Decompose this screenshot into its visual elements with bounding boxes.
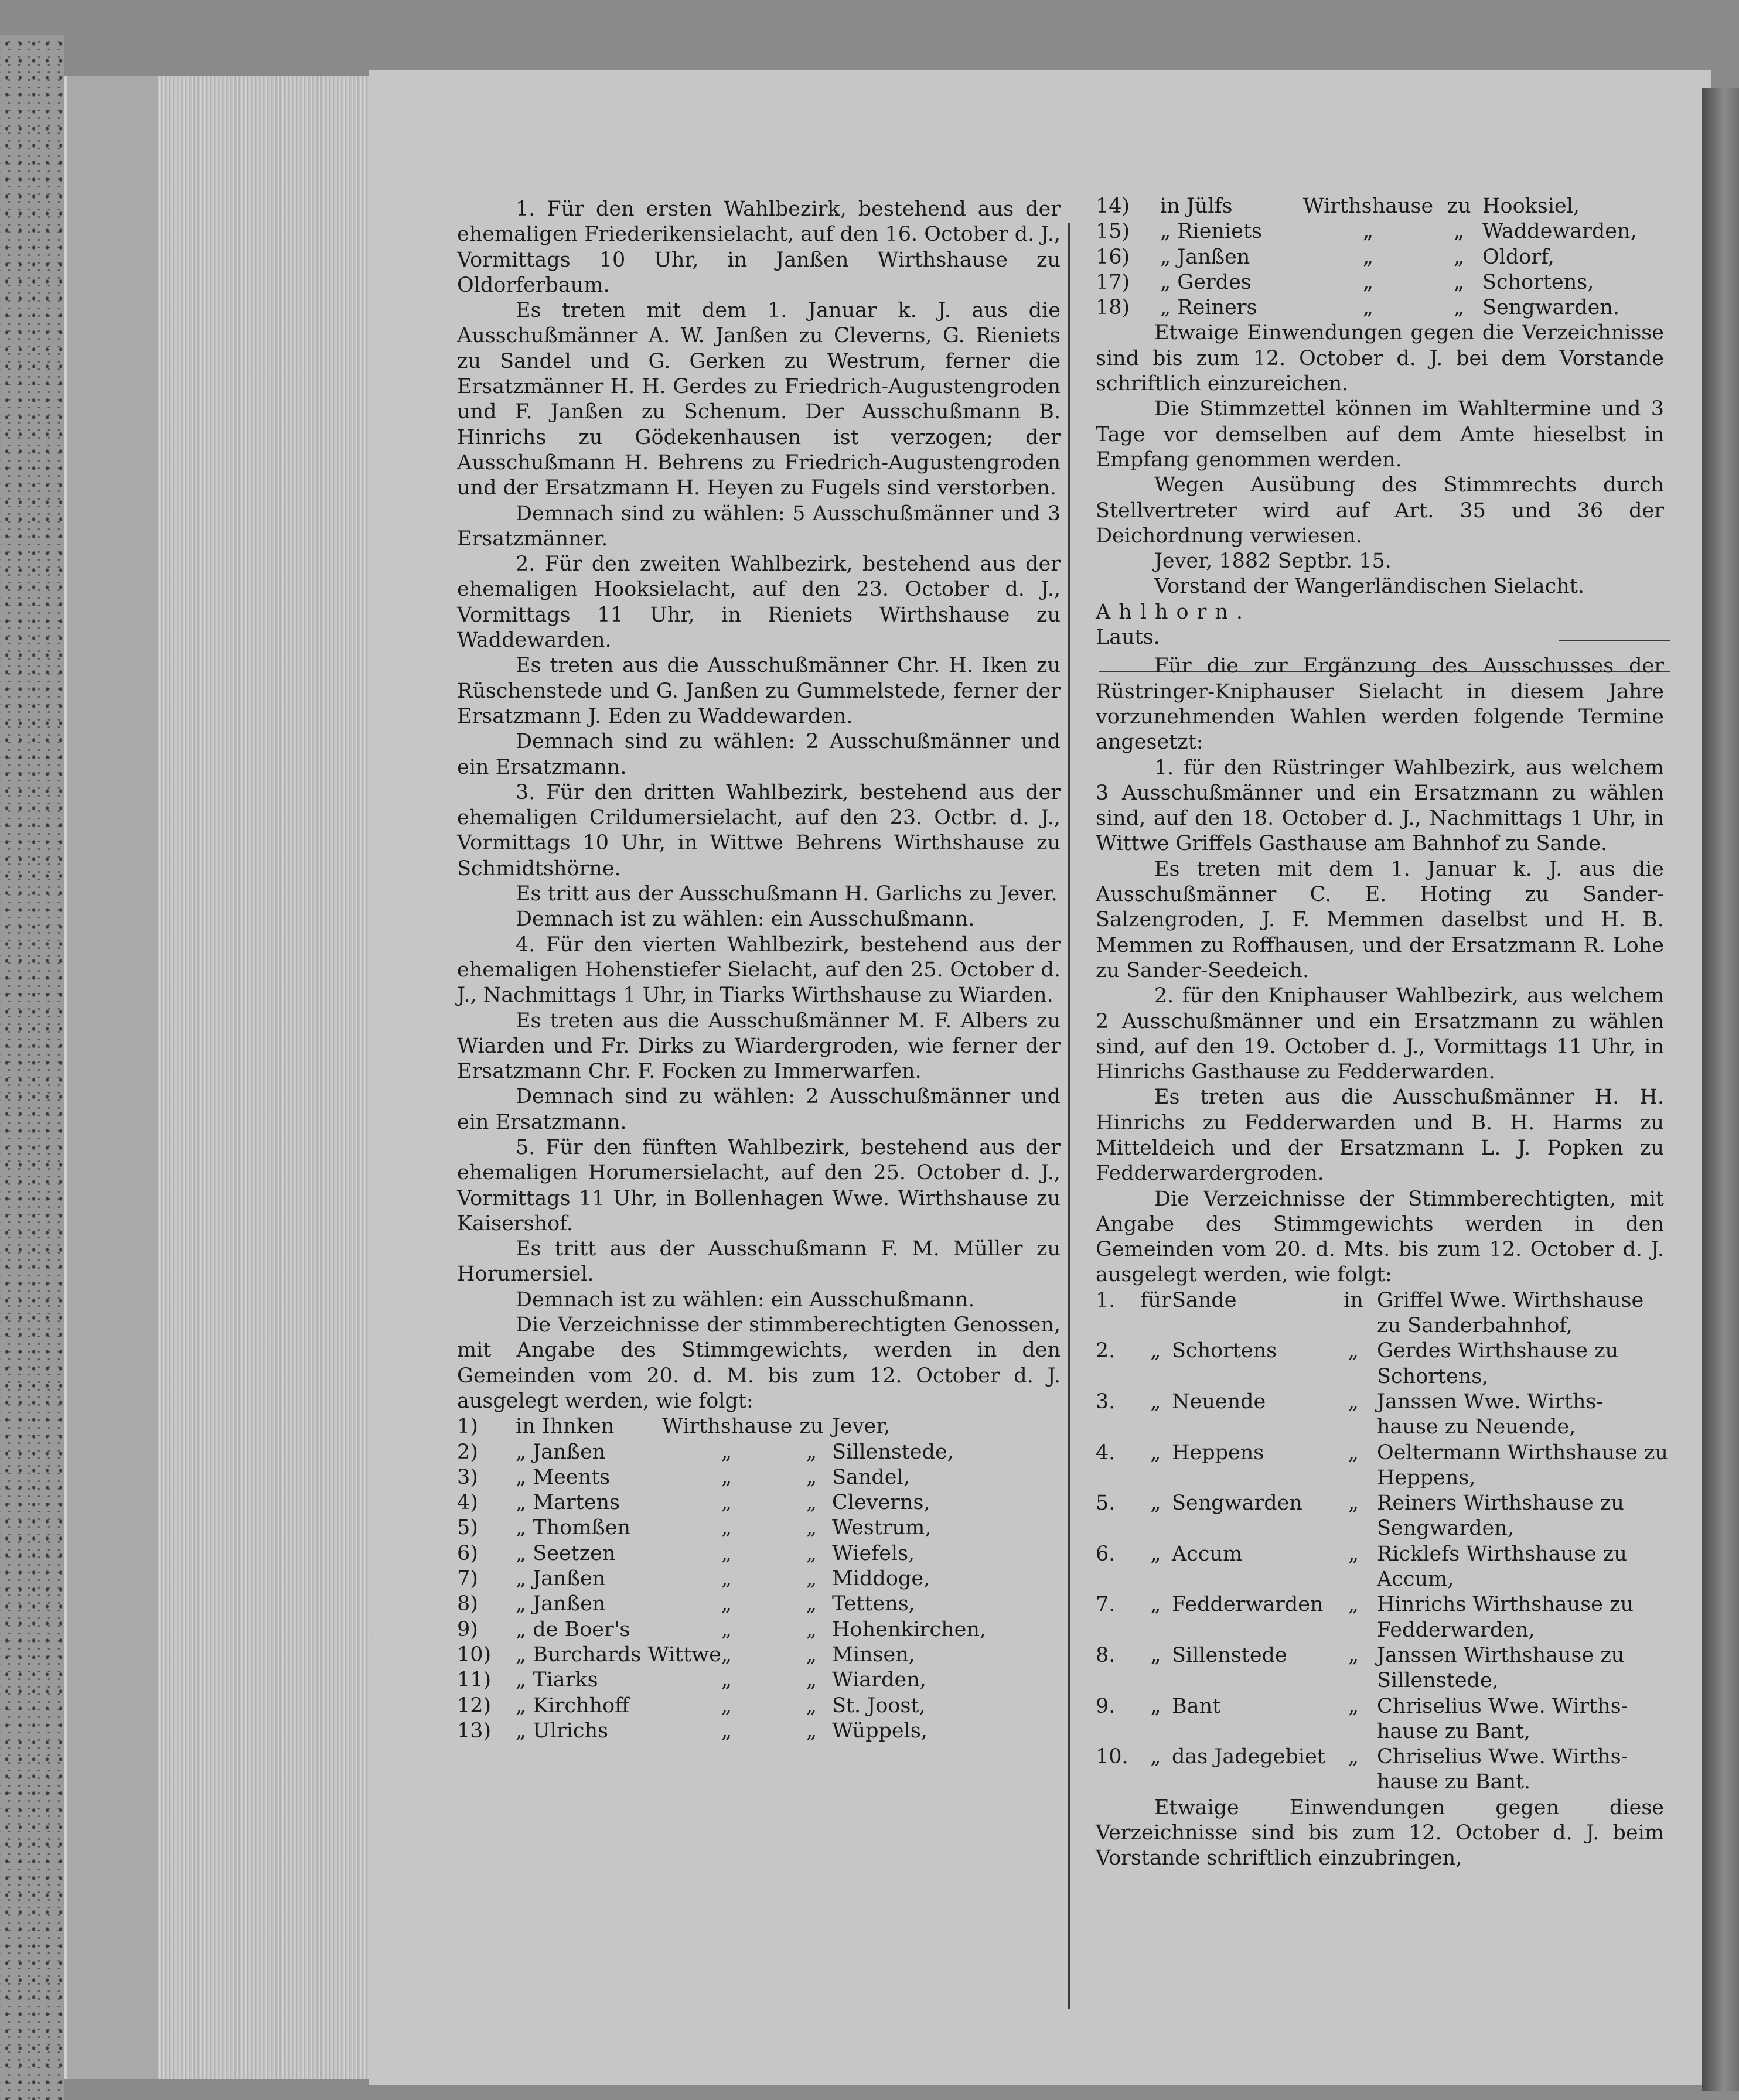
paragraph: Für die zur Ergänzung des Ausschusses der Rüstringer-Kniphauser Sielacht in diesem Jahre vorzunehmenden Wahlen werden folgende Termine angesetzt: bbox=[1096, 654, 1664, 754]
paragraph: Demnach sind zu wählen: 2 Ausschußmänner und ein Ersatzmann. bbox=[457, 730, 1061, 779]
list-cell-mid: „ bbox=[721, 1719, 732, 1743]
list-cell-mid: „ bbox=[1362, 270, 1374, 294]
notice-paragraphs bbox=[1096, 320, 1664, 574]
list-cell-place: Sengwarden. bbox=[1482, 296, 1619, 320]
station-spacer bbox=[1172, 1668, 1330, 1693]
paragraph: Es tritt aus der Ausschußmann H. Garlichs zu Jever. bbox=[516, 882, 1058, 906]
station-spacer bbox=[1096, 1516, 1140, 1541]
station-spacer bbox=[1096, 1770, 1140, 1795]
list-cell-n: 13) bbox=[457, 1719, 492, 1743]
station-spacer bbox=[1330, 1516, 1377, 1541]
station-place: das Jadegebiet bbox=[1172, 1745, 1325, 1769]
signature-ahlhorn: Ahlhorn. bbox=[1096, 600, 1252, 624]
station-place: Fedderwarden bbox=[1172, 1593, 1324, 1617]
station-host2: Accum, bbox=[1377, 1568, 1454, 1592]
list-cell-n: 7) bbox=[457, 1567, 478, 1591]
station-item bbox=[1096, 1338, 1664, 1364]
station-pre: „ bbox=[1348, 1542, 1359, 1566]
list-cell-mid: Wirthshause bbox=[662, 1415, 793, 1439]
station-spacer bbox=[1172, 1567, 1330, 1592]
list-cell-name: „ Thomßen bbox=[516, 1516, 631, 1540]
station-place: Sengwarden bbox=[1172, 1491, 1302, 1515]
station-list bbox=[1096, 1288, 1668, 1795]
station-spacer bbox=[1140, 1668, 1172, 1693]
list-cell-pre: zu bbox=[1447, 194, 1471, 218]
station-item-cont bbox=[1096, 1313, 1664, 1338]
station-host: Chriselius Wwe. Wirths- bbox=[1377, 1745, 1628, 1769]
paragraph: Demnach ist zu wählen: ein Ausschußmann. bbox=[516, 1288, 975, 1312]
station-q: „ bbox=[1150, 1389, 1161, 1413]
list-item bbox=[1096, 194, 1664, 219]
station-q: für bbox=[1140, 1288, 1171, 1312]
station-q: „ bbox=[1150, 1694, 1161, 1718]
list-item bbox=[1096, 295, 1664, 320]
station-place: Sillenstede bbox=[1172, 1643, 1287, 1667]
list-cell-n: 8) bbox=[457, 1592, 478, 1616]
list-cell-name: „ Martens bbox=[516, 1491, 620, 1515]
station-spacer bbox=[1096, 1466, 1140, 1491]
paragraph: Die Verzeichnisse der Stimmberechtigten, mit Angabe des Stimmgewichts werden in den Gemeinden vom 20. d. Mts. bis zum 12. October d. J. ausgelegt werden, wie folgt: bbox=[1096, 1187, 1664, 1287]
station-spacer bbox=[1140, 1618, 1172, 1643]
list-cell-n: 16) bbox=[1096, 245, 1130, 269]
station-n: 5. bbox=[1096, 1491, 1116, 1515]
list-cell-place: Minsen, bbox=[832, 1643, 915, 1667]
station-place: Bant bbox=[1172, 1694, 1221, 1718]
station-spacer bbox=[1140, 1313, 1172, 1338]
paragraph: 1. Für den ersten Wahlbezirk, bestehend aus der ehemaligen Friederikensielacht, auf den 16. October d. J., Vormittags 10 Uhr, in Janßen Wirthshause zu Oldorferbaum. bbox=[457, 197, 1061, 297]
station-host: Reiners Wirthshause zu bbox=[1377, 1491, 1624, 1515]
list-cell-pre: „ bbox=[1453, 220, 1465, 244]
station-pre: „ bbox=[1348, 1440, 1359, 1464]
book-cover bbox=[0, 35, 64, 2100]
station-item-cont bbox=[1096, 1567, 1664, 1592]
station-spacer bbox=[1140, 1415, 1172, 1440]
station-spacer bbox=[1172, 1466, 1330, 1491]
list-cell-n: 6) bbox=[457, 1541, 478, 1565]
station-pre: „ bbox=[1348, 1643, 1359, 1667]
station-pre: „ bbox=[1348, 1339, 1359, 1363]
right-inn-list bbox=[1096, 194, 1664, 320]
paragraph: Die Stimmzettel können im Wahltermine und 3 Tage vor demselben auf dem Amte hieselbst in Empfang genommen werden. bbox=[1096, 397, 1664, 472]
station-spacer bbox=[1096, 1668, 1140, 1693]
list-item bbox=[457, 1668, 1061, 1693]
list-cell-name: „ Burchards Wittwe bbox=[516, 1643, 721, 1667]
station-spacer bbox=[1096, 1415, 1140, 1440]
station-place: Neuende bbox=[1172, 1389, 1266, 1413]
list-item bbox=[457, 1617, 1061, 1643]
station-spacer bbox=[1096, 1567, 1140, 1592]
list-cell-mid: „ bbox=[1362, 296, 1374, 320]
list-cell-name: in Ihnken bbox=[516, 1415, 615, 1439]
list-cell-mid: „ bbox=[721, 1516, 732, 1540]
list-cell-pre: „ bbox=[806, 1668, 817, 1692]
station-q: „ bbox=[1150, 1440, 1161, 1464]
list-cell-mid: Wirthshause bbox=[1302, 194, 1434, 218]
station-place: Sande bbox=[1172, 1288, 1237, 1312]
station-item bbox=[1096, 1643, 1664, 1668]
list-item bbox=[457, 1440, 1061, 1465]
station-place: Accum bbox=[1172, 1542, 1243, 1566]
station-host: Chriselius Wwe. Wirths- bbox=[1377, 1694, 1628, 1718]
list-item bbox=[457, 1541, 1061, 1566]
station-host2: Sillenstede, bbox=[1377, 1669, 1499, 1693]
list-cell-place: Wiefels, bbox=[832, 1541, 915, 1565]
list-item bbox=[457, 1515, 1061, 1541]
paragraph: Demnach ist zu wählen: ein Ausschußmann. bbox=[516, 907, 975, 931]
station-item-cont bbox=[1096, 1668, 1664, 1693]
station-n: 2. bbox=[1096, 1339, 1116, 1363]
list-cell-mid: „ bbox=[721, 1617, 732, 1641]
station-host: Oeltermann Wirthshause zu bbox=[1377, 1440, 1668, 1464]
station-place: Heppens bbox=[1172, 1440, 1264, 1464]
list-cell-place: Wiarden, bbox=[832, 1668, 926, 1692]
station-item-cont bbox=[1096, 1466, 1664, 1491]
list-cell-place: Waddewarden, bbox=[1482, 220, 1637, 244]
list-cell-pre: „ bbox=[806, 1516, 817, 1540]
station-spacer bbox=[1172, 1618, 1330, 1643]
list-cell-place: Middoge, bbox=[832, 1567, 930, 1591]
station-pre: „ bbox=[1348, 1694, 1359, 1718]
station-item bbox=[1096, 1542, 1664, 1567]
list-cell-name: „ Tiarks bbox=[516, 1668, 598, 1692]
list-cell-place: Cleverns, bbox=[832, 1491, 930, 1515]
station-host2: Heppens, bbox=[1377, 1466, 1476, 1490]
station-host: Ricklefs Wirthshause zu bbox=[1377, 1542, 1627, 1566]
paragraph: Die Verzeichnisse der stimmberechtigten Genossen, mit Angabe des Stimmgewichts, werden in den Gemeinden vom 20. d. M. bis zum 12. October d. J. ausgelegt werden, wie folgt: bbox=[457, 1313, 1061, 1413]
list-cell-pre: „ bbox=[806, 1643, 817, 1667]
column-rule bbox=[1068, 223, 1070, 2009]
list-cell-n: 2) bbox=[457, 1440, 478, 1464]
list-cell-name: „ Janßen bbox=[516, 1592, 606, 1616]
list-item bbox=[1096, 245, 1664, 270]
station-host2: hause zu Neuende, bbox=[1377, 1415, 1576, 1439]
list-cell-name: „ Kirchhoff bbox=[516, 1693, 629, 1717]
list-cell-name: „ Meents bbox=[516, 1465, 611, 1489]
list-item bbox=[457, 1643, 1061, 1668]
list-cell-place: Oldorf, bbox=[1482, 245, 1554, 269]
station-host: Griffel Wwe. Wirthshause bbox=[1377, 1288, 1644, 1312]
right-column bbox=[1096, 194, 1668, 1872]
list-cell-mid: „ bbox=[721, 1440, 732, 1464]
list-cell-name: „ Janßen bbox=[516, 1567, 606, 1591]
list-cell-place: Wüppels, bbox=[832, 1719, 928, 1743]
station-spacer bbox=[1330, 1668, 1377, 1693]
station-item-cont bbox=[1096, 1770, 1664, 1795]
list-cell-mid: „ bbox=[721, 1643, 732, 1667]
list-cell-place: Schortens, bbox=[1482, 270, 1594, 294]
station-q: „ bbox=[1150, 1339, 1161, 1363]
paragraph: Es treten aus die Ausschußmänner Chr. H. Iken zu Rüschenstede und G. Janßen zu Gummelstede, ferner der Ersatzmann J. Eden zu Waddewarden. bbox=[457, 654, 1061, 728]
list-cell-pre: „ bbox=[1453, 296, 1465, 320]
station-host: Gerdes Wirthshause zu bbox=[1377, 1339, 1619, 1363]
list-cell-place: Jever, bbox=[832, 1415, 891, 1439]
station-spacer bbox=[1172, 1415, 1330, 1440]
list-cell-n: 18) bbox=[1096, 296, 1130, 320]
station-q: „ bbox=[1150, 1491, 1161, 1515]
paragraph: Demnach sind zu wählen: 2 Ausschußmänner und ein Ersatzmann. bbox=[457, 1085, 1061, 1134]
station-item bbox=[1096, 1389, 1664, 1415]
list-item bbox=[457, 1490, 1061, 1515]
station-spacer bbox=[1172, 1719, 1330, 1744]
closing-paragraph: Etwaige Einwendungen gegen diese Verzeichnisse sind bis zum 12. October d. J. beim Vorstande schriftlich einzubringen, bbox=[1096, 1795, 1664, 1870]
station-pre: „ bbox=[1348, 1745, 1359, 1769]
paragraph: 3. Für den dritten Wahlbezirk, bestehend aus der ehemaligen Crildumersielacht, auf den 23. Octbr. d. J., Vormittags 10 Uhr, in Wittwe Behrens Wirthshause zu Schmidtshörne. bbox=[457, 780, 1061, 880]
list-cell-pre: „ bbox=[806, 1491, 817, 1515]
list-cell-name: „ Gerdes bbox=[1160, 270, 1252, 294]
list-cell-n: 11) bbox=[457, 1668, 492, 1692]
station-pre: „ bbox=[1348, 1389, 1359, 1413]
paragraph: Es treten mit dem 1. Januar k. J. aus die Ausschußmänner C. E. Hoting zu Sander-Salzengroden, J. F. Memmen daselbst und H. B. Memmen zu Roffhausen, und der Ersatzmann R. Lohe zu Sander-Seedeich. bbox=[1096, 857, 1664, 982]
list-cell-pre: „ bbox=[806, 1465, 817, 1489]
list-item bbox=[457, 1719, 1061, 1744]
station-spacer bbox=[1096, 1313, 1140, 1338]
list-cell-n: 3) bbox=[457, 1465, 478, 1489]
list-cell-n: 4) bbox=[457, 1491, 478, 1515]
station-spacer bbox=[1140, 1567, 1172, 1592]
paragraph: Etwaige Einwendungen gegen die Verzeichnisse sind bis zum 12. October d. J. bei dem Vorstande schriftlich einzureichen. bbox=[1096, 321, 1664, 396]
paragraph: Wegen Ausübung des Stimmrechts durch Stellvertreter wird auf Art. 35 und 36 der Deichordnung verwiesen. bbox=[1096, 473, 1664, 548]
list-cell-mid: „ bbox=[721, 1465, 732, 1489]
list-item bbox=[457, 1414, 1061, 1439]
list-cell-name: „ Rieniets bbox=[1160, 220, 1262, 244]
station-host2: Schortens, bbox=[1377, 1364, 1489, 1388]
list-item bbox=[1096, 270, 1664, 295]
station-host2: Sengwarden, bbox=[1377, 1517, 1514, 1541]
list-cell-mid: „ bbox=[721, 1491, 732, 1515]
list-cell-mid: „ bbox=[721, 1541, 732, 1565]
station-item-cont bbox=[1096, 1415, 1664, 1440]
list-item bbox=[457, 1592, 1061, 1617]
station-spacer bbox=[1140, 1466, 1172, 1491]
list-cell-name: „ de Boer's bbox=[516, 1617, 630, 1641]
station-q: „ bbox=[1150, 1643, 1161, 1667]
list-cell-name: „ Reiners bbox=[1160, 296, 1257, 320]
station-n: 1. bbox=[1096, 1288, 1116, 1312]
list-cell-mid: „ bbox=[1362, 220, 1374, 244]
list-cell-place: Westrum, bbox=[832, 1516, 932, 1540]
left-column bbox=[457, 197, 1061, 1744]
list-cell-mid: „ bbox=[721, 1668, 732, 1692]
list-cell-pre: „ bbox=[1453, 245, 1465, 269]
station-item-cont bbox=[1096, 1719, 1664, 1744]
list-cell-n: 14) bbox=[1096, 194, 1130, 218]
list-cell-pre: „ bbox=[806, 1693, 817, 1717]
list-cell-place: Hohenkirchen, bbox=[832, 1617, 987, 1641]
list-cell-mid: „ bbox=[1362, 245, 1374, 269]
station-n: 9. bbox=[1096, 1694, 1116, 1718]
station-item bbox=[1096, 1440, 1668, 1466]
station-spacer bbox=[1172, 1770, 1330, 1795]
list-cell-pre: „ bbox=[806, 1592, 817, 1616]
station-item bbox=[1096, 1592, 1664, 1617]
left-paragraphs bbox=[457, 197, 1061, 1414]
station-n: 8. bbox=[1096, 1643, 1116, 1667]
station-item bbox=[1096, 1491, 1664, 1516]
station-item-cont bbox=[1096, 1516, 1664, 1541]
station-spacer bbox=[1330, 1364, 1377, 1389]
station-host2: hause zu Bant, bbox=[1377, 1719, 1531, 1743]
list-cell-mid: „ bbox=[721, 1592, 732, 1616]
list-cell-place: St. Joost, bbox=[832, 1693, 926, 1717]
station-spacer bbox=[1140, 1719, 1172, 1744]
paragraph: Es treten aus die Ausschußmänner M. F. Albers zu Wiarden und Fr. Dirks zu Wiardergroden, wie ferner der Ersatzmann Chr. F. Focken zu Immerwarfen. bbox=[457, 1009, 1061, 1084]
paragraph: 4. Für den vierten Wahlbezirk, bestehend aus der ehemaligen Hohenstiefer Sielacht, auf den 25. October d. J., Nachmittags 1 Uhr, in Tiarks Wirthshause zu Wiarden. bbox=[457, 933, 1061, 1008]
station-spacer bbox=[1330, 1770, 1377, 1795]
list-cell-place: Tettens, bbox=[832, 1592, 915, 1616]
list-cell-name: „ Ulrichs bbox=[516, 1719, 608, 1743]
station-spacer bbox=[1096, 1719, 1140, 1744]
station-q: „ bbox=[1150, 1593, 1161, 1617]
station-spacer bbox=[1096, 1364, 1140, 1389]
station-host: Hinrichs Wirthshause zu bbox=[1377, 1593, 1634, 1617]
list-cell-name: „ Janßen bbox=[516, 1440, 606, 1464]
station-place: Schortens bbox=[1172, 1339, 1277, 1363]
list-cell-place: Sandel, bbox=[832, 1465, 910, 1489]
station-item bbox=[1096, 1694, 1664, 1719]
paragraph: Es tritt aus der Ausschußmann F. M. Müller zu Horumersiel. bbox=[457, 1237, 1061, 1286]
list-cell-n: 9) bbox=[457, 1617, 478, 1641]
list-cell-pre: zu bbox=[799, 1415, 824, 1439]
paragraph: Es treten mit dem 1. Januar k. J. aus die Ausschußmänner A. W. Janßen zu Cleverns, G. Rieniets zu Sandel und G. Gerken zu Westrum, ferner die Ersatzmänner H. H. Gerdes zu Friedrich-Augustengroden und F. Janßen zu Schenum. Der Ausschußmann B. Hinrichs zu Gödekenhausen ist verzogen; der Ausschußmann H. Behrens zu Friedrich-Augustengroden und der Ersatzmann H. Heyen zu Fugels sind verstorben. bbox=[457, 299, 1061, 500]
station-spacer bbox=[1330, 1719, 1377, 1744]
station-spacer bbox=[1140, 1364, 1172, 1389]
station-spacer bbox=[1330, 1415, 1377, 1440]
station-n: 7. bbox=[1096, 1593, 1116, 1617]
station-pre: „ bbox=[1348, 1491, 1359, 1515]
list-cell-n: 10) bbox=[457, 1643, 492, 1667]
station-spacer bbox=[1330, 1313, 1377, 1338]
list-cell-mid: „ bbox=[721, 1693, 732, 1717]
list-cell-pre: „ bbox=[806, 1617, 817, 1641]
cover-edge bbox=[64, 76, 161, 2079]
left-inn-list bbox=[457, 1414, 1061, 1744]
paragraph: Jever, 1882 Septbr. 15. bbox=[1154, 549, 1392, 573]
station-host2: hause zu Bant. bbox=[1377, 1770, 1531, 1794]
station-item-cont bbox=[1096, 1618, 1664, 1643]
station-q: „ bbox=[1150, 1745, 1161, 1769]
station-host: Janssen Wirthshause zu bbox=[1377, 1643, 1625, 1667]
station-pre: „ bbox=[1348, 1593, 1359, 1617]
page-edges bbox=[158, 76, 369, 2079]
station-item bbox=[1096, 1744, 1664, 1770]
station-spacer bbox=[1172, 1313, 1330, 1338]
list-cell-n: 15) bbox=[1096, 220, 1130, 244]
station-n: 4. bbox=[1096, 1440, 1116, 1464]
station-pre: in bbox=[1344, 1288, 1363, 1312]
station-spacer bbox=[1330, 1466, 1377, 1491]
paragraph: 2. für den Kniphauser Wahlbezirk, aus welchem 2 Ausschußmänner und ein Ersatzmann zu wählen sind, auf den 19. October d. J., Vormittags 11 Uhr, in Hinrichs Gasthause zu Fedderwarden. bbox=[1096, 984, 1664, 1084]
list-cell-pre: „ bbox=[806, 1440, 817, 1464]
list-cell-pre: „ bbox=[806, 1719, 817, 1743]
station-spacer bbox=[1172, 1364, 1330, 1389]
station-host2: Fedderwarden, bbox=[1377, 1618, 1535, 1642]
list-cell-pre: „ bbox=[806, 1567, 817, 1591]
list-cell-name: in Jülfs bbox=[1160, 194, 1233, 218]
list-item bbox=[1096, 219, 1664, 244]
station-spacer bbox=[1172, 1516, 1330, 1541]
list-item bbox=[457, 1693, 1061, 1719]
list-cell-n: 17) bbox=[1096, 270, 1130, 294]
paragraph: Es treten aus die Ausschußmänner H. H. Hinrichs zu Fedderwarden und B. H. Harms zu Mitteldeich und der Ersatzmann L. J. Popken zu Fedderwardergroden. bbox=[1096, 1085, 1664, 1186]
station-item-cont bbox=[1096, 1364, 1664, 1389]
station-spacer bbox=[1096, 1618, 1140, 1643]
station-n: 3. bbox=[1096, 1389, 1116, 1413]
paragraph: 5. Für den fünften Wahlbezirk, bestehend aus der ehemaligen Horumersielacht, auf den 25. October d. J., Vormittags 11 Uhr, in Bollenhagen Wwe. Wirthshause zu Kaisershof. bbox=[457, 1135, 1061, 1235]
list-cell-name: „ Seetzen bbox=[516, 1541, 616, 1565]
list-cell-pre: „ bbox=[806, 1541, 817, 1565]
list-cell-n: 1) bbox=[457, 1415, 478, 1439]
station-q: „ bbox=[1150, 1542, 1161, 1566]
paragraph: Demnach sind zu wählen: 5 Ausschußmänner und 3 Ersatzmänner. bbox=[457, 501, 1061, 551]
paragraph: 1. für den Rüstringer Wahlbezirk, aus welchem 3 Ausschußmänner und ein Ersatzmann zu wählen sind, auf den 18. October d. J., Nachmittags 1 Uhr, in Wittwe Griffels Gasthause am Bahnhof zu Sande. bbox=[1096, 756, 1664, 856]
station-n: 6. bbox=[1096, 1542, 1116, 1566]
station-item bbox=[1096, 1288, 1664, 1313]
list-cell-pre: „ bbox=[1453, 270, 1465, 294]
list-cell-place: Hooksiel, bbox=[1482, 194, 1580, 218]
signature-lauts: Lauts. bbox=[1096, 626, 1160, 650]
ruestringer-paragraphs bbox=[1096, 654, 1664, 1288]
station-spacer bbox=[1140, 1516, 1172, 1541]
station-spacer bbox=[1330, 1618, 1377, 1643]
gutter-shadow bbox=[1702, 88, 1739, 2091]
list-cell-n: 12) bbox=[457, 1693, 492, 1717]
station-host2: zu Sanderbahnhof, bbox=[1377, 1314, 1573, 1338]
list-cell-n: 5) bbox=[457, 1516, 478, 1540]
station-spacer bbox=[1330, 1567, 1377, 1592]
list-item bbox=[457, 1566, 1061, 1592]
list-item bbox=[457, 1465, 1061, 1490]
board-name: Vorstand der Wangerländischen Sielacht. bbox=[1154, 575, 1584, 599]
list-cell-name: „ Janßen bbox=[1160, 245, 1250, 269]
list-cell-mid: „ bbox=[721, 1567, 732, 1591]
list-cell-place: Sillenstede, bbox=[832, 1440, 954, 1464]
paragraph: 2. Für den zweiten Wahlbezirk, bestehend aus der ehemaligen Hooksielacht, auf den 23. October d. J., Vormittags 11 Uhr, in Rieniets Wirthshause zu Waddewarden. bbox=[457, 552, 1061, 653]
station-spacer bbox=[1140, 1770, 1172, 1795]
station-n: 10. bbox=[1096, 1745, 1128, 1769]
station-host: Janssen Wwe. Wirths- bbox=[1377, 1389, 1604, 1413]
